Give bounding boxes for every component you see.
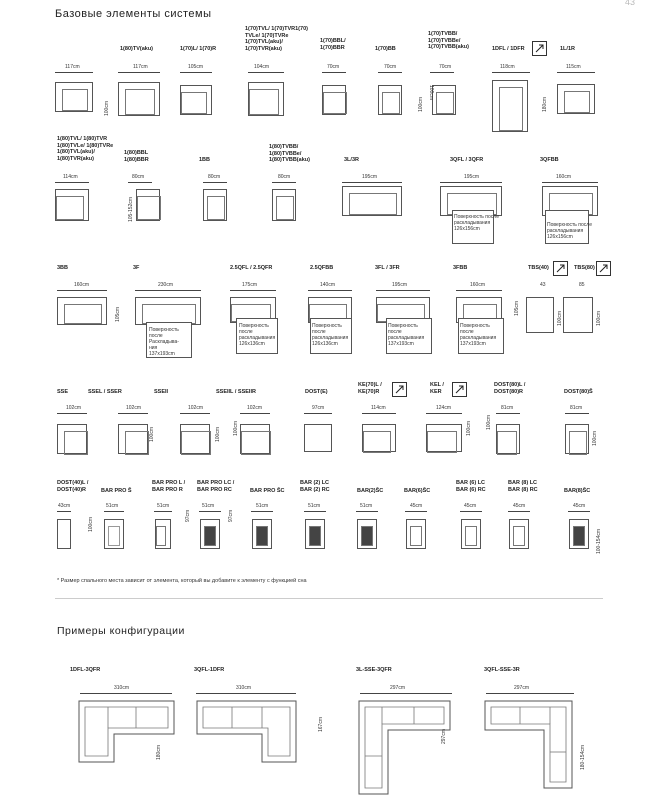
dimension-line xyxy=(496,413,520,414)
element-label: 1L/1R xyxy=(560,46,575,52)
config-drawing xyxy=(196,700,300,764)
width-dimension: 51cm xyxy=(308,503,321,509)
depth-dimension: 100cm xyxy=(596,310,602,326)
depth-dimension: 100cm xyxy=(428,85,434,101)
width-dimension: 45cm xyxy=(410,503,423,509)
dimension-line xyxy=(57,511,71,512)
dimension-line xyxy=(57,413,87,414)
module-drawing xyxy=(304,424,332,452)
element-label: 1(80)TVBB/ 1(80)TVBBe/ 1(80)TVBB(aku) xyxy=(269,144,310,163)
width-dimension: 195cm xyxy=(464,174,480,180)
element-label: 3L/3R xyxy=(344,157,359,163)
element-label: DOST(80)L / DOST(80)R xyxy=(494,382,526,395)
page-number: 43 xyxy=(625,0,636,7)
module-drawing xyxy=(569,519,589,549)
width-dimension: 310cm xyxy=(114,685,130,691)
module-drawing xyxy=(406,519,426,549)
width-dimension: 85 xyxy=(579,282,585,288)
dimension-line xyxy=(568,511,590,512)
element-label: 3FBB xyxy=(453,265,468,271)
dimension-line xyxy=(322,72,346,73)
element-label: 3FL / 3FR xyxy=(375,265,400,271)
element-label: TBS(40) xyxy=(528,265,549,271)
dimension-line xyxy=(304,511,326,512)
module-drawing xyxy=(432,85,456,115)
width-dimension: 297cm xyxy=(514,685,530,691)
unfolded-surface-note: Поверхность после раскладывания 137x193cm xyxy=(388,323,425,347)
element-label: BAR (8) LC BAR (8) RC xyxy=(508,480,538,493)
module-drawing xyxy=(118,424,148,454)
element-label: 1(70)BBL/ 1(70)BBR xyxy=(320,38,346,51)
dimension-line xyxy=(80,693,172,694)
element-label: SSEL / SSER xyxy=(88,389,122,395)
element-label: 1BB xyxy=(199,157,211,163)
config-label: 3QFL-1DFR xyxy=(194,667,225,673)
module-drawing xyxy=(362,424,396,452)
width-dimension: 80cm xyxy=(208,174,221,180)
width-dimension: 102cm xyxy=(188,405,204,411)
width-dimension: 118cm xyxy=(500,64,515,70)
element-label: 1(70)BB xyxy=(375,46,396,52)
module-drawing xyxy=(203,189,227,221)
depth-dimension: 97cm xyxy=(185,509,191,522)
width-dimension: 230cm xyxy=(158,282,174,288)
dimension-line xyxy=(405,511,427,512)
module-drawing xyxy=(426,424,462,452)
module-drawing xyxy=(378,85,402,115)
width-dimension: 105cm xyxy=(188,64,204,70)
width-dimension: 102cm xyxy=(126,405,142,411)
depth-dimension: 100cm xyxy=(233,420,239,436)
module-drawing xyxy=(305,519,325,549)
configurations-title: Примеры конфигурации xyxy=(57,625,185,637)
unfolded-surface-note: Поверхность после раскладывания 126x156cm xyxy=(454,214,499,232)
dimension-line xyxy=(456,290,502,291)
depth-dimension: 180cm xyxy=(542,96,548,112)
dimension-line xyxy=(565,413,589,414)
module-drawing xyxy=(557,84,595,114)
width-dimension: 297cm xyxy=(390,685,406,691)
element-label: 1(80)TV(aku) xyxy=(120,46,154,52)
module-drawing xyxy=(248,82,284,116)
element-label: 2.5QFBB xyxy=(310,265,334,271)
element-label: 3QFL / 3QFR xyxy=(450,157,484,163)
dimension-line xyxy=(360,693,452,694)
dimension-line xyxy=(356,511,378,512)
module-drawing xyxy=(272,189,296,221)
sleep-function-icon xyxy=(452,382,467,397)
depth-dimension: 105-152cm xyxy=(128,196,134,222)
width-dimension: 43cm xyxy=(58,503,71,509)
dimension-line xyxy=(430,72,454,73)
element-label: DOST(80)Š xyxy=(564,389,593,395)
width-dimension: 104cm xyxy=(254,64,270,70)
width-dimension: 160cm xyxy=(556,174,572,180)
element-label: BAR(2)ŠC xyxy=(357,488,384,494)
width-dimension: 70cm xyxy=(327,64,340,70)
element-label: 1(70)TVBB/ 1(70)TVBBe/ 1(70)TVBB(aku) xyxy=(428,31,469,50)
dimension-line xyxy=(199,511,221,512)
element-label: 1(80)BBL 1(80)BBR xyxy=(124,150,149,163)
dimension-line xyxy=(180,72,212,73)
config-drawing xyxy=(358,700,454,796)
dimension-line xyxy=(196,693,296,694)
dimension-line xyxy=(230,290,276,291)
element-label: 1(80)TVL/ 1(80)TVR 1(80)TVLe/ 1(80)TVRe 1(80)TVL(aku)/ 1(80)TVR(aku) xyxy=(57,136,114,162)
width-dimension: 43 xyxy=(540,282,546,288)
module-drawing xyxy=(496,424,520,454)
dimension-line xyxy=(154,511,172,512)
module-drawing xyxy=(357,519,377,549)
width-dimension: 175cm xyxy=(242,282,258,288)
module-drawing xyxy=(104,519,124,549)
width-dimension: 114cm xyxy=(63,174,78,180)
width-dimension: 117cm xyxy=(65,64,80,70)
module-drawing xyxy=(155,519,171,549)
element-label: SSE xyxy=(57,389,69,395)
unfolded-surface-note: Поверхность после Раскладыва- ния 137x193cm xyxy=(149,327,179,357)
element-label: 3QFBB xyxy=(540,157,559,163)
dimension-line xyxy=(542,182,598,183)
element-label: BAR PRO ŠC xyxy=(250,488,285,494)
dimension-line xyxy=(272,182,296,183)
dimension-line xyxy=(57,290,107,291)
width-dimension: 160cm xyxy=(74,282,90,288)
element-label: SSEIIL / SSEIIR xyxy=(216,389,256,395)
width-dimension: 70cm xyxy=(384,64,397,70)
element-label: BAR (2) LC BAR (2) RC xyxy=(300,480,330,493)
dimension-line xyxy=(308,290,352,291)
module-drawing xyxy=(342,186,402,216)
width-dimension: 310cm xyxy=(236,685,252,691)
depth-dimension: 100cm xyxy=(592,430,598,446)
width-dimension: 160cm xyxy=(470,282,486,288)
depth-dimension: 180-154cm xyxy=(580,744,586,770)
width-dimension: 115cm xyxy=(566,64,581,70)
module-drawing xyxy=(180,424,210,454)
section-title: Базовые элементы системы xyxy=(55,8,212,20)
element-label: KEL / KER xyxy=(430,382,444,395)
sleep-function-icon xyxy=(553,261,568,276)
module-drawing xyxy=(57,424,87,454)
dimension-line xyxy=(240,413,270,414)
width-dimension: 81cm xyxy=(501,405,514,411)
width-dimension: 51cm xyxy=(157,503,170,509)
config-drawing xyxy=(78,700,178,764)
module-drawing xyxy=(322,85,346,115)
dimension-line xyxy=(180,413,210,414)
depth-dimension: 100cm xyxy=(486,414,492,430)
module-drawing xyxy=(565,424,589,454)
element-label: 1(70)L/ 1(70)R xyxy=(180,46,217,52)
width-dimension: 97cm xyxy=(312,405,325,411)
width-dimension: 102cm xyxy=(247,405,263,411)
width-dimension: 51cm xyxy=(256,503,269,509)
module-drawing xyxy=(57,297,107,325)
dimension-line xyxy=(362,413,396,414)
dimension-line xyxy=(203,182,227,183)
dimension-line xyxy=(55,72,93,73)
element-label: BAR PRO LC / BAR PRO RC xyxy=(197,480,235,493)
config-label: 3L-SSE-3QFR xyxy=(356,667,392,673)
width-dimension: 70cm xyxy=(439,64,452,70)
dimension-line xyxy=(304,413,332,414)
width-dimension: 124cm xyxy=(436,405,452,411)
element-label: BAR PRO Š xyxy=(101,488,132,494)
depth-dimension: 97cm xyxy=(228,509,234,522)
depth-dimension: 100-154cm xyxy=(596,528,602,554)
depth-dimension: 100cm xyxy=(418,96,424,112)
width-dimension: 81cm xyxy=(570,405,583,411)
module-drawing xyxy=(563,297,593,333)
unfolded-surface-note: Поверхность после раскладывания 137x193cm xyxy=(460,323,497,347)
width-dimension: 45cm xyxy=(464,503,477,509)
config-label: 1DFL-3QFR xyxy=(70,667,101,673)
module-drawing xyxy=(200,519,220,549)
dimension-line xyxy=(248,72,284,73)
unfolded-surface-note: Поверхность после раскладывания 126x136cm xyxy=(239,323,276,347)
module-drawing xyxy=(461,519,481,549)
element-label: BAR PRO L / BAR PRO R xyxy=(152,480,186,493)
dimension-line xyxy=(492,72,530,73)
dimension-line xyxy=(128,182,152,183)
dimension-line xyxy=(557,72,595,73)
depth-dimension: 100cm xyxy=(88,516,94,532)
dimension-line xyxy=(440,182,502,183)
dimension-line xyxy=(118,413,148,414)
width-dimension: 51cm xyxy=(106,503,119,509)
dimension-line xyxy=(118,72,160,73)
module-drawing xyxy=(55,189,89,221)
module-drawing xyxy=(240,424,270,454)
module-drawing xyxy=(509,519,529,549)
module-drawing xyxy=(492,80,528,132)
element-label: 3BB xyxy=(57,265,69,271)
module-drawing xyxy=(180,85,212,115)
module-drawing xyxy=(55,82,93,112)
unfolded-surface-note: Поверхность после раскладывания 126x136cm xyxy=(312,323,349,347)
module-drawing xyxy=(136,189,160,221)
depth-dimension: 100cm xyxy=(557,310,563,326)
module-drawing xyxy=(118,82,160,116)
dimension-line xyxy=(342,182,402,183)
element-label: 2.5QFL / 2.5QFR xyxy=(230,265,273,271)
depth-dimension: 100cm xyxy=(104,100,110,116)
config-drawing xyxy=(484,700,576,792)
element-label: TBS(80) xyxy=(574,265,595,271)
element-label: DOST(40)L / DOST(40)R xyxy=(57,480,89,493)
sleep-function-icon xyxy=(392,382,407,397)
element-label: 1(70)TVL/ 1(70)TVR1(70) TVLe/ 1(70)TVRe 1(70)TVL(aku)/ 1(70)TVR(aku) xyxy=(245,26,308,52)
module-drawing xyxy=(526,297,554,333)
dimension-line xyxy=(251,511,273,512)
depth-dimension: 167cm xyxy=(318,716,324,732)
element-label: KE(70)L / KE(70)R xyxy=(358,382,382,395)
dimension-line xyxy=(460,511,482,512)
depth-dimension: 105cm xyxy=(115,306,121,322)
depth-dimension: 180cm xyxy=(156,744,162,760)
module-drawing xyxy=(135,297,201,325)
module-drawing xyxy=(252,519,272,549)
width-dimension: 80cm xyxy=(278,174,291,180)
width-dimension: 51cm xyxy=(202,503,215,509)
dimension-line xyxy=(104,511,124,512)
dimension-line xyxy=(486,693,574,694)
width-dimension: 51cm xyxy=(360,503,373,509)
unfolded-surface-note: Поверхность после раскладывания 126x156cm xyxy=(547,222,592,240)
width-dimension: 45cm xyxy=(573,503,586,509)
width-dimension: 140cm xyxy=(320,282,336,288)
section-divider xyxy=(55,598,603,599)
element-label: 1DFL / 1DFR xyxy=(492,46,525,52)
dimension-line xyxy=(426,413,462,414)
element-label: BAR (6) LC BAR (6) RC xyxy=(456,480,486,493)
width-dimension: 195cm xyxy=(362,174,378,180)
element-label: DOST(E) xyxy=(305,389,328,395)
dimension-line xyxy=(55,182,89,183)
config-label: 3QFL-SSE-3R xyxy=(484,667,520,673)
depth-dimension: 100cm xyxy=(466,420,472,436)
width-dimension: 102cm xyxy=(66,405,82,411)
depth-dimension: 100cm xyxy=(149,426,155,442)
footnote: * Размер спального места зависит от элемента, который вы добавите к элементу с функцией сна xyxy=(57,578,307,584)
dimension-line xyxy=(135,290,201,291)
dimension-line xyxy=(378,72,402,73)
width-dimension: 114cm xyxy=(371,405,386,411)
sleep-function-icon xyxy=(532,41,547,56)
width-dimension: 195cm xyxy=(392,282,408,288)
width-dimension: 117cm xyxy=(133,64,148,70)
element-label: BAR(8)ŠC xyxy=(564,488,591,494)
module-drawing xyxy=(57,519,71,549)
depth-dimension: 100cm xyxy=(215,426,221,442)
depth-dimension: 105cm xyxy=(514,300,520,316)
element-label: 3F xyxy=(133,265,140,271)
element-label: BAR(6)ŠC xyxy=(404,488,431,494)
width-dimension: 80cm xyxy=(132,174,145,180)
width-dimension: 45cm xyxy=(513,503,526,509)
element-label: SSEII xyxy=(154,389,169,395)
dimension-line xyxy=(376,290,430,291)
depth-dimension: 297cm xyxy=(441,728,447,744)
sleep-function-icon xyxy=(596,261,611,276)
dimension-line xyxy=(508,511,530,512)
